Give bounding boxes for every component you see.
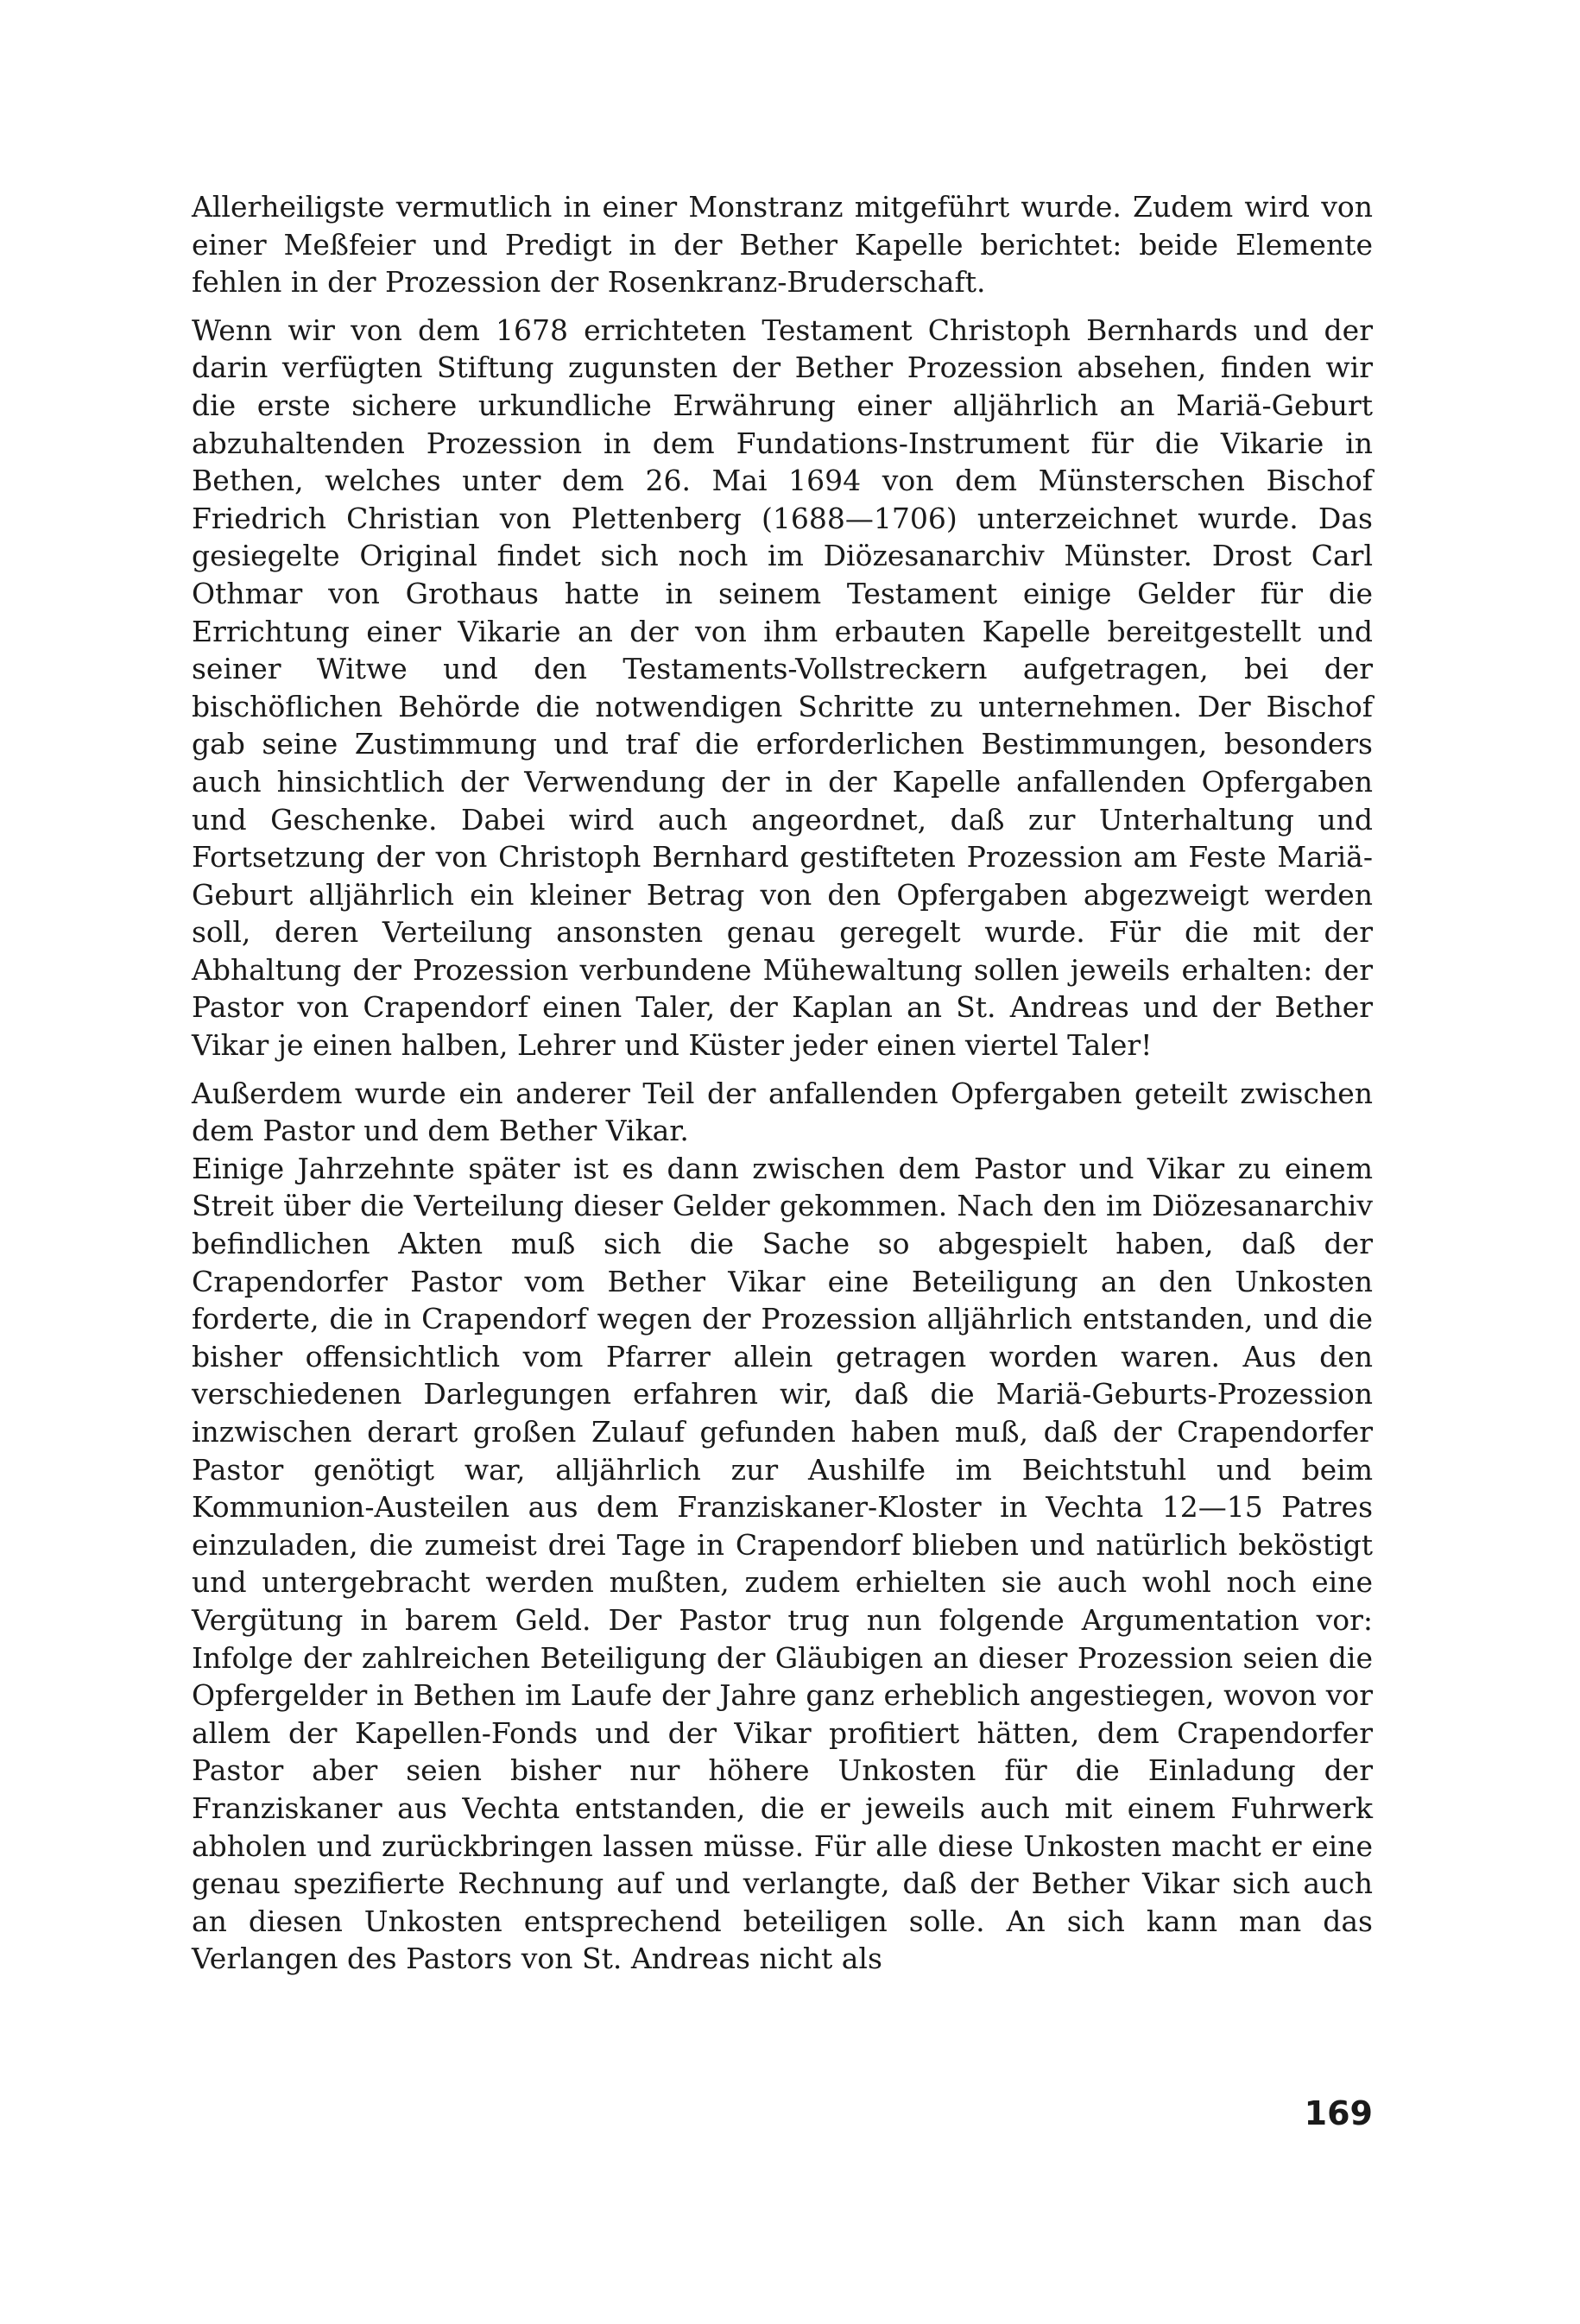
paragraph-1: Allerheiligste vermutlich in einer Monstranz mitgeführt wurde. Zudem wird von einer Meßfeier und Predigt in der Bether Kapelle berichtet: beide Elemente fehlen in der Prozession der Rosenkranz-Bruderschaft.	[192, 190, 1373, 300]
body-text	[192, 188, 1373, 1978]
paragraph-3: Außerdem wurde ein anderer Teil der anfallenden Opfergaben geteilt zwischen dem Pastor und dem Bether Vikar.	[192, 1076, 1373, 1148]
paragraph-4: Einige Jahrzehnte später ist es dann zwischen dem Pastor und Vikar zu einem Streit über die Verteilung dieser Gelder gekommen. Nach den im Diözesanarchiv befindlichen Akten muß sich die Sache so abgespielt haben, daß der Crapendorfer Pastor vom Bether Vikar eine Beteiligung an den Unkosten forderte, die in Crapendorf wegen der Prozession alljährlich entstanden, und die bisher offensichtlich vom Pfarrer allein getragen worden waren. Aus den verschiedenen Darlegungen erfahren wir, daß die Mariä-Geburts-Prozession inzwischen derart großen Zulauf gefunden haben muß, daß der Crapendorfer Pastor genötigt war, alljährlich zur Aushilfe im Beichtstuhl und beim Kommunion-Austeilen aus dem Franziskaner-Kloster in Vechta 12—15 Patres einzuladen, die zumeist drei Tage in Crapendorf blieben und natürlich beköstigt und untergebracht werden mußten, zudem erhielten sie auch wohl noch eine Vergütung in barem Geld. Der Pastor trug nun folgende Argumentation vor: Infolge der zahlreichen Beteiligung der Gläubigen an dieser Prozession seien die Opfergelder in Bethen im Laufe der Jahre ganz erheblich angestiegen, wovon vor allem der Kapellen-Fonds und der Vikar profitiert hätten, dem Crapendorfer Pastor aber seien bisher nur höhere Unkosten für die Einladung der Franziskaner aus Vechta entstanden, die er jeweils auch mit einem Fuhrwerk abholen und zurückbringen lassen müsse. Für alle diese Unkosten macht er eine genau spezifierte Rechnung auf und verlangte, daß der Bether Vikar sich auch an diesen Unkosten entsprechend beteiligen solle. An sich kann man das Verlangen des Pastors von St. Andreas nicht als	[192, 1151, 1373, 1976]
page-number: 169	[1304, 2094, 1373, 2132]
paragraph-2: Wenn wir von dem 1678 errichteten Testament Christoph Bernhards und der darin verfügten Stiftung zugunsten der Bether Prozession absehen, finden wir die erste sichere urkundliche Erwährung einer alljährlich an Mariä-Geburt abzuhaltenden Prozession in dem Fundations-Instrument für die Vikarie in Bethen, welches unter dem 26. Mai 1694 von dem Münsterschen Bischof Friedrich Christian von Plettenberg (1688—1706) unterzeichnet wurde. Das gesiegelte Original findet sich noch im Diözesanarchiv Münster. Drost Carl Othmar von Grothaus hatte in seinem Testament einige Gelder für die Errichtung einer Vikarie an der von ihm erbauten Kapelle bereitgestellt und seiner Witwe und den Testaments-Vollstreckern aufgetragen, bei der bischöflichen Behörde die notwendigen Schritte zu unternehmen. Der Bischof gab seine Zustimmung und traf die erforderlichen Bestimmungen, besonders auch hinsichtlich der Verwendung der in der Kapelle anfallenden Opfergaben und Geschenke. Dabei wird auch angeordnet, daß zur Unterhaltung und Fortsetzung der von Christoph Bernhard gestifteten Prozession am Feste Mariä-Geburt alljährlich ein kleiner Betrag von den Opfergaben abgezweigt werden soll, deren Verteilung ansonsten genau geregelt wurde. Für die mit der Abhaltung der Prozession verbundene Mühewaltung sollen jeweils erhalten: der Pastor von Crapendorf einen Taler, der Kaplan an St. Andreas und der Bether Vikar je einen halben, Lehrer und Küster jeder einen viertel Taler!	[192, 313, 1373, 1063]
